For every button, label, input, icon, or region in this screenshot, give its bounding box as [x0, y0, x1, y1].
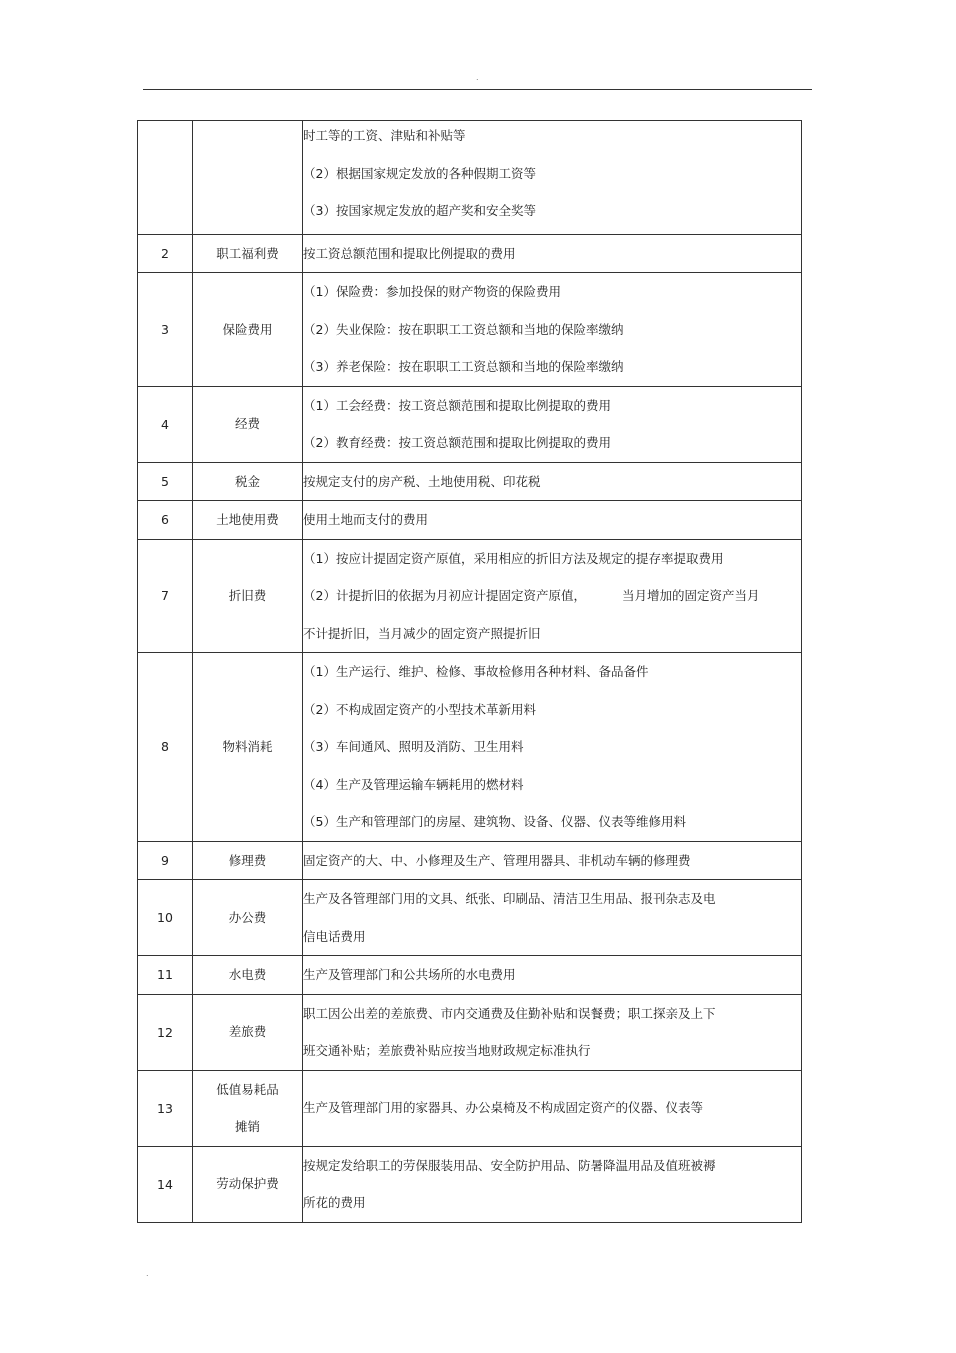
header-rule: [143, 89, 812, 90]
table-row: [138, 539, 802, 653]
expense-description-line: [303, 121, 801, 159]
expense-description-line: [303, 235, 801, 273]
expense-description-line: [303, 995, 801, 1033]
row-number: 13: [138, 1070, 193, 1146]
expense-description-line: [303, 728, 801, 766]
expense-description-text: （1）按应计提固定资产原值，采用相应的折旧方法及规定的提存率提取费用: [303, 550, 724, 566]
expense-description-line: [303, 615, 801, 653]
row-number: [138, 121, 193, 235]
expense-description-line: [303, 311, 801, 349]
expense-description-line: [303, 348, 801, 386]
expense-description: [303, 880, 802, 956]
expense-item-name: [193, 880, 303, 956]
expense-description-line: [303, 196, 801, 234]
expense-description-line: [303, 1184, 801, 1222]
expense-description-line: [303, 1089, 801, 1127]
expense-description-line: [303, 1147, 801, 1185]
expense-description: [303, 539, 802, 653]
expense-item-name: [193, 539, 303, 653]
row-number: 8: [138, 653, 193, 842]
expense-description-text: 按工资总额范围和提取比例提取的费用: [303, 245, 516, 261]
expense-description-line: [303, 691, 801, 729]
table-row: [138, 273, 802, 387]
expense-item-name-line: 低值易耗品: [216, 1081, 279, 1097]
expense-description-text: 班交通补贴；差旅费补贴应按当地财政规定标准执行: [303, 1043, 591, 1058]
expense-description-line: [303, 842, 801, 880]
row-number: 10: [138, 880, 193, 956]
expense-description-text: （1）保险费：参加投保的财产物资的保险费用: [303, 284, 561, 299]
row-number: 9: [138, 841, 193, 880]
expense-description-text: （3）按国家规定发放的超产奖和安全奖等: [303, 203, 536, 218]
expense-description-line: [303, 577, 801, 615]
table-row: [138, 501, 802, 540]
expense-description-text: 生产及各管理部门用的文具、纸张、印刷品、清洁卫生用品、报刊杂志及电: [303, 891, 716, 906]
expense-description-text: （2）根据国家规定发放的各种假期工资等: [303, 165, 536, 181]
expense-item-name-line: 办公费: [228, 909, 267, 925]
expense-description-text: （1）生产运行、维护、检修、事故检修用各种材料、备品备件: [303, 664, 649, 679]
expense-description-text: （3）车间通风、照明及消防、卫生用料: [303, 739, 524, 754]
expense-item-name-line: 差旅费: [228, 1024, 267, 1040]
expense-item-name-line: 劳动保护费: [216, 1176, 279, 1192]
expense-description-text: 生产及管理部门用的家器具、办公桌椅及不构成固定资产的仪器、仪表等: [303, 1100, 704, 1116]
expense-description: [303, 994, 802, 1070]
table-row: [138, 234, 802, 273]
expense-item-name: [193, 1146, 303, 1222]
row-number: 6: [138, 501, 193, 540]
expense-description-text: 使用土地而支付的费用: [303, 512, 429, 527]
table-row: [138, 1070, 802, 1146]
expense-item-name-line: 税金: [234, 473, 260, 489]
expense-description: [303, 956, 802, 995]
expense-item-name-line: 摊销: [234, 1119, 260, 1134]
expense-description-text: 不计提折旧，当月减少的固定资产照提折旧: [303, 625, 541, 641]
row-number: 12: [138, 994, 193, 1070]
row-number: 4: [138, 386, 193, 462]
row-number: 11: [138, 956, 193, 995]
expense-item-name: [193, 462, 303, 501]
expense-description: [303, 462, 802, 501]
table-row: [138, 841, 802, 880]
expense-description: [303, 386, 802, 462]
expense-item-name: [193, 501, 303, 540]
expense-description: [303, 121, 802, 235]
expense-description-line: [303, 424, 801, 462]
expense-description: [303, 1146, 802, 1222]
expense-description-text: 职工因公出差的差旅费、市内交通费及住勤补贴和误餐费；职工探亲及上下: [303, 1005, 716, 1021]
expense-description-text: （5）生产和管理部门的房屋、建筑物、设备、仪器、仪表等维修用料: [303, 814, 686, 829]
footer-mark: .: [146, 1269, 149, 1278]
row-number: 5: [138, 462, 193, 501]
row-number: 14: [138, 1146, 193, 1222]
expense-description-line: [303, 803, 801, 841]
expense-description-text: （2）教育经费：按工资总额范围和提取比例提取的费用: [303, 435, 611, 450]
expense-item-name-line: 水电费: [228, 967, 267, 982]
expense-description-text: （2）失业保险：按在职职工工资总额和当地的保险率缴纳: [303, 321, 624, 337]
expense-description: [303, 234, 802, 273]
expense-description-text: 所花的费用: [303, 1195, 366, 1210]
expense-item-name: [193, 121, 303, 235]
expense-description: [303, 501, 802, 540]
table-row: [138, 386, 802, 462]
expense-item-name-line: 折旧费: [228, 588, 267, 603]
expense-item-name-line: 土地使用费: [216, 512, 279, 527]
row-number: 7: [138, 539, 193, 653]
expense-description-line: [303, 766, 801, 804]
expense-description-text: 生产及管理部门和公共场所的水电费用: [303, 967, 516, 982]
expense-item-name: [193, 386, 303, 462]
expense-item-name: [193, 653, 303, 842]
expense-description-line: [303, 1032, 801, 1070]
row-number: 2: [138, 234, 193, 273]
table-row: [138, 1146, 802, 1222]
expense-item-name-line: 修理费: [228, 852, 267, 868]
expense-description-line: [303, 918, 801, 956]
expense-description: [303, 273, 802, 387]
expense-description-text: （1）工会经费：按工资总额范围和提取比例提取的费用: [303, 397, 611, 413]
expense-description-text: 按规定支付的房产税、土地使用税、印花税: [303, 473, 541, 489]
expense-description-line: [303, 653, 801, 691]
expense-description-text: 时工等的工资、津贴和补贴等: [303, 128, 466, 143]
expense-description-line: [303, 159, 801, 197]
expense-description-line: [303, 540, 801, 578]
table-row: [138, 880, 802, 956]
expense-item-name: [193, 1070, 303, 1146]
expense-description-text: 当月增加的固定资产当月: [621, 588, 760, 603]
expense-table-body: [138, 121, 802, 1223]
table-row: [138, 956, 802, 995]
expense-item-name-line: 经费: [234, 416, 260, 432]
expense-item-name: [193, 273, 303, 387]
expense-description-line: [303, 387, 801, 425]
table-row: [138, 653, 802, 842]
expense-description-line: [303, 880, 801, 918]
expense-description-line: [303, 501, 801, 539]
expense-description-line: [303, 956, 801, 994]
table-row: [138, 994, 802, 1070]
expense-description-line: [303, 463, 801, 501]
expense-description-text: （2）不构成固定资产的小型技术革新用料: [303, 701, 536, 717]
expense-item-name-line: 保险费用: [222, 321, 273, 337]
table-row: [138, 121, 802, 235]
expense-table: [137, 120, 802, 1223]
expense-description: [303, 841, 802, 880]
expense-description-text: 固定资产的大、中、小修理及生产、管理用器具、非机动车辆的修理费: [303, 852, 691, 868]
expense-item-name: [193, 234, 303, 273]
header-mark: .: [476, 73, 479, 82]
expense-item-name: [193, 841, 303, 880]
expense-description-text: （4）生产及管理运输车辆耗用的燃材料: [303, 776, 524, 792]
expense-description-line: [303, 273, 801, 311]
table-row: [138, 462, 802, 501]
expense-item-name-line: 职工福利费: [216, 245, 279, 261]
expense-item-name-line: 物料消耗: [222, 739, 273, 754]
expense-description-text: 按规定发给职工的劳保服装用品、安全防护用品、防暑降温用品及值班被褥: [303, 1157, 716, 1173]
expense-description-text: （3）养老保险：按在职职工工资总额和当地的保险率缴纳: [303, 359, 624, 374]
expense-description-text: 信电话费用: [303, 928, 366, 944]
expense-item-name: [193, 956, 303, 995]
expense-description: [303, 1070, 802, 1146]
expense-description-text: （2）计提折旧的依据为月初应计提固定资产原值，: [303, 588, 586, 603]
row-number: 3: [138, 273, 193, 387]
expense-description: [303, 653, 802, 842]
expense-item-name: [193, 994, 303, 1070]
